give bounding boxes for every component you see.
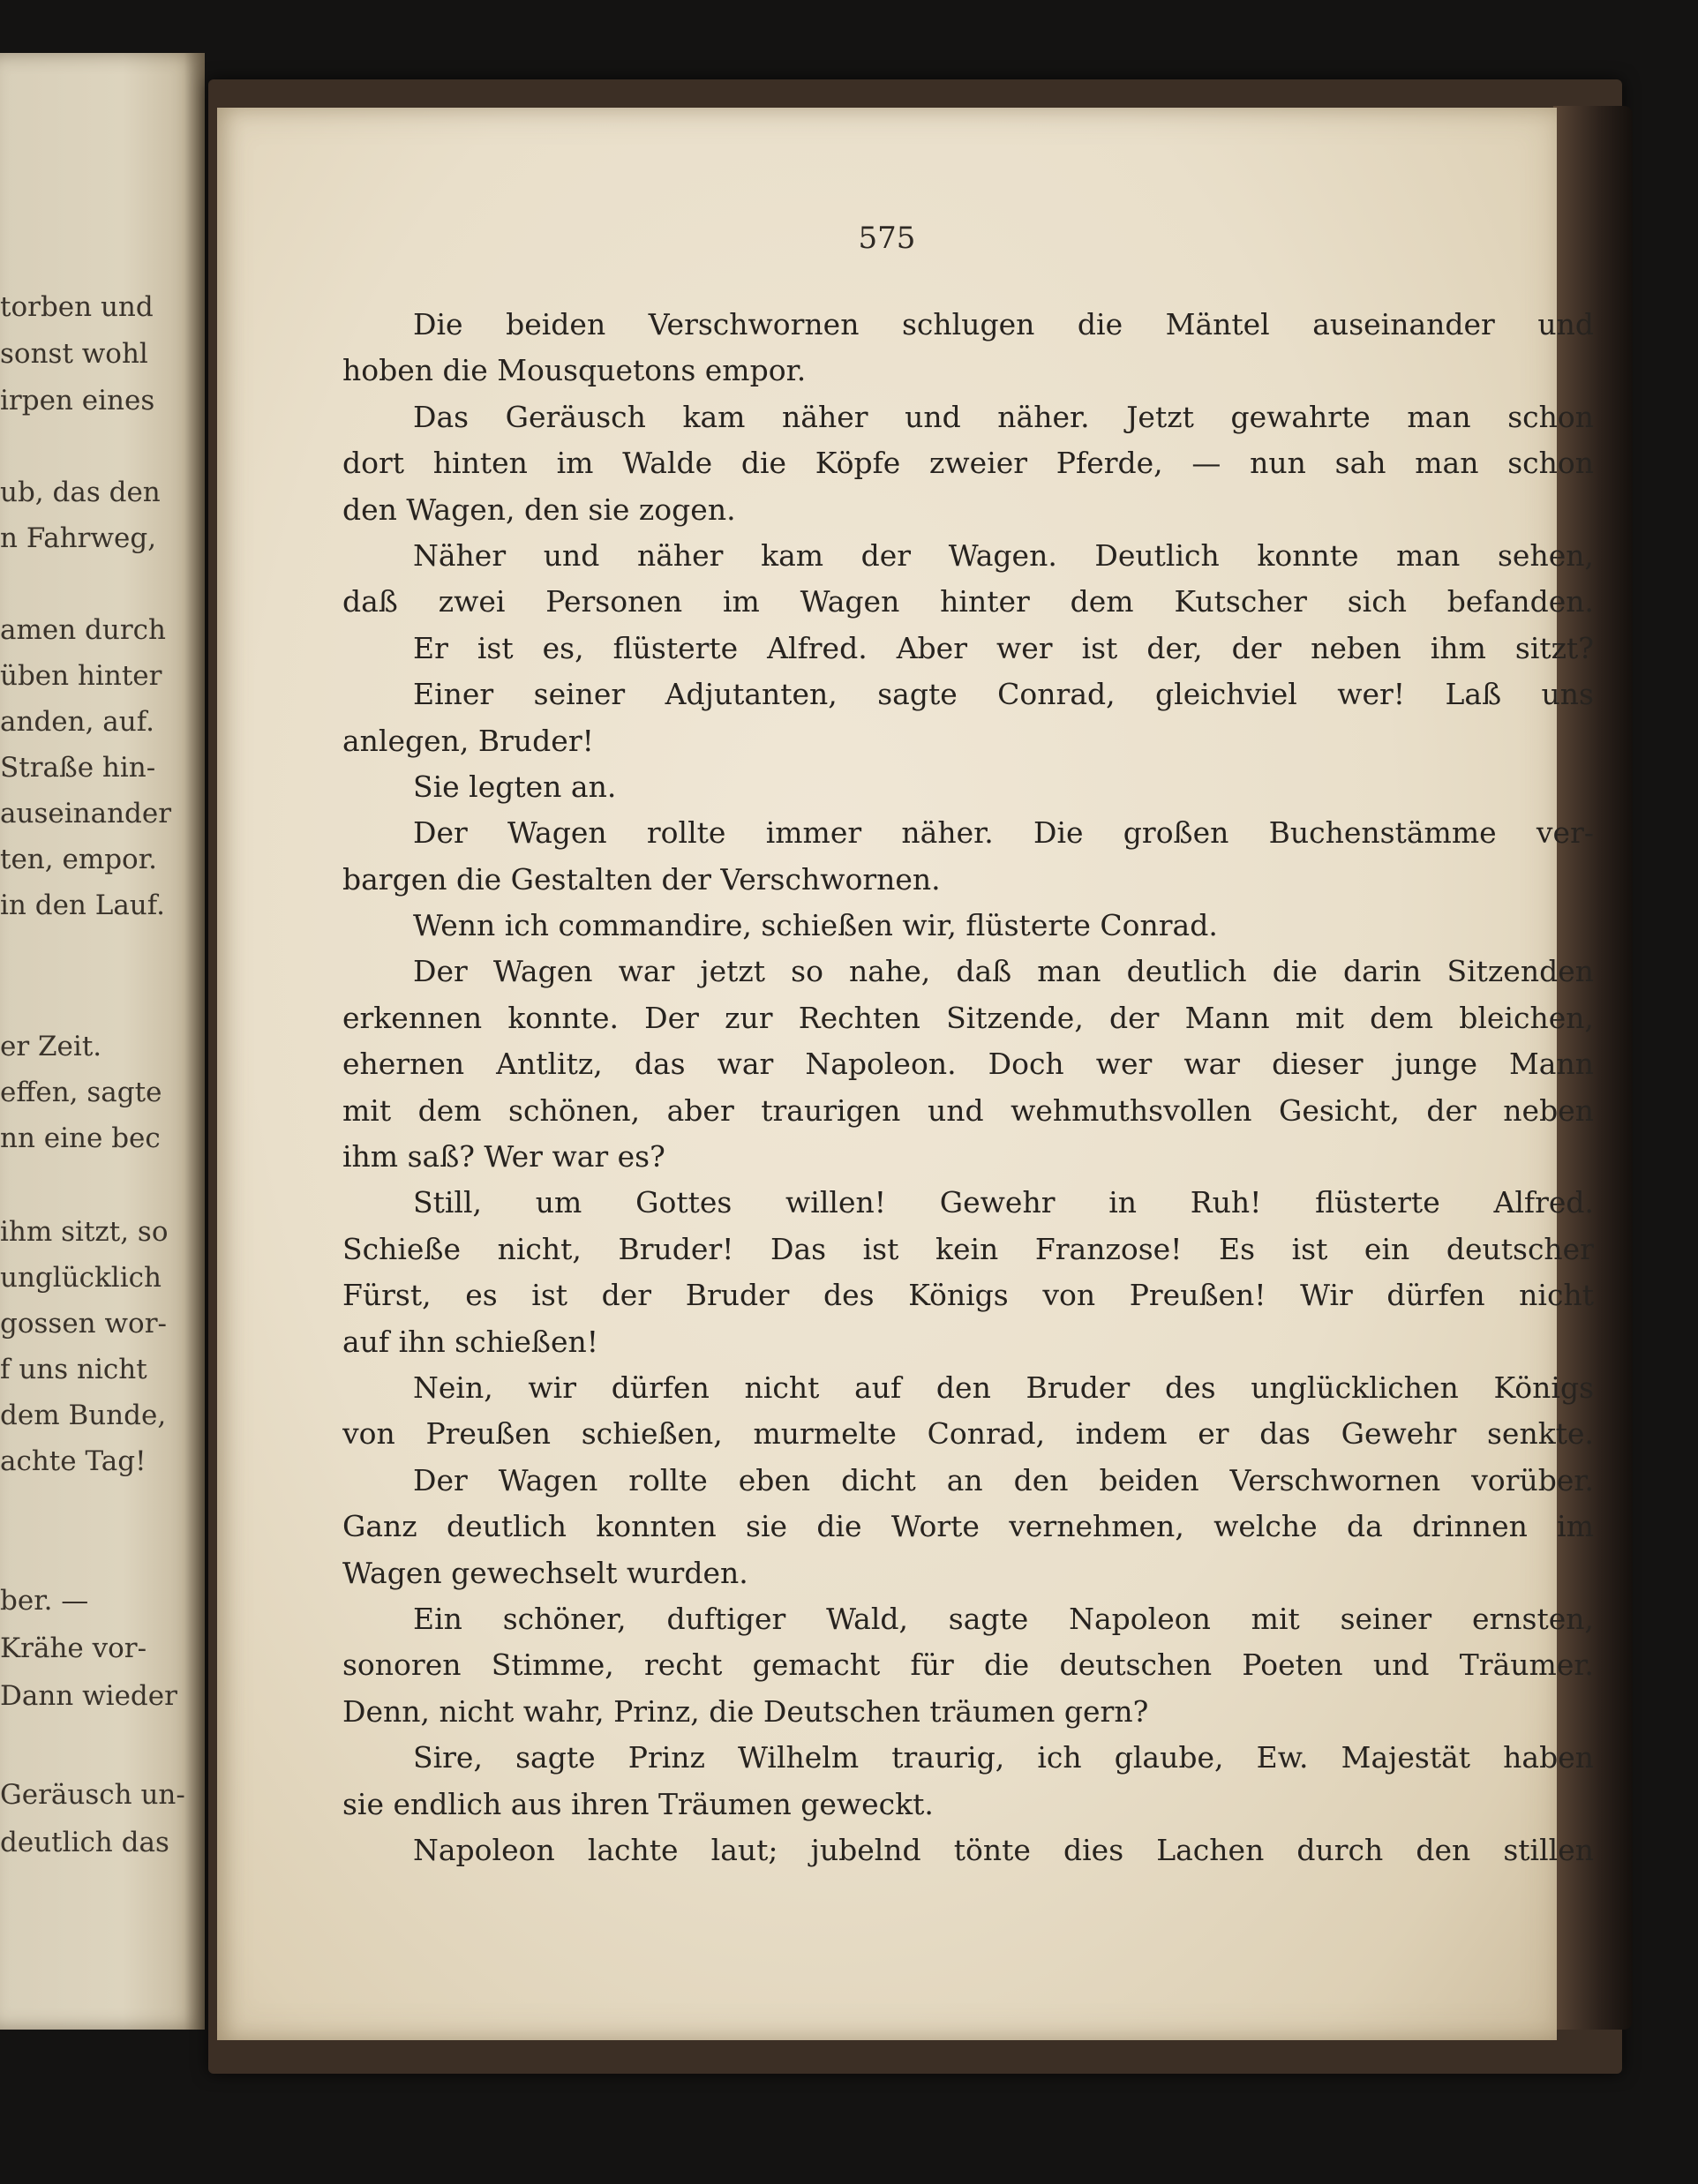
text-line: Der Wagen war jetzt so nahe, daß man deutlich die darin Sitzenden [413,954,1594,989]
left-fragment: ihm sitzt, so [0,1216,169,1248]
left-fragment: Geräusch un- [0,1779,185,1811]
text-line: den Wagen, den sie zogen. [342,492,736,527]
text-line: Nein, wir dürfen nicht auf den Bruder des unglücklichen Königs [413,1370,1594,1405]
left-fragment: n Fahrweg, [0,522,157,554]
text-line: Ein schöner, duftiger Wald, sagte Napoleon mit seiner ernsten, [413,1601,1594,1636]
body-text [342,302,1594,1873]
text-line: Einer seiner Adjutanten, sagte Conrad, gleichviel wer! Laß uns [413,677,1594,712]
left-fragment: irpen eines [0,385,155,417]
text-line: Napoleon lachte laut; jubelnd tönte dies Lachen durch den stillen [413,1832,1594,1867]
text-line: sonoren Stimme, recht gemacht für die deutschen Poeten und Träumer. [342,1647,1594,1683]
left-fragment: Dann wieder [0,1680,177,1712]
text-line: Ganz deutlich konnten sie die Worte vernehmen, welche da drinnen im [342,1509,1594,1544]
left-fragment: anden, auf. [0,706,154,738]
text-line: Die beiden Verschwornen schlugen die Mäntel auseinander und [413,307,1594,341]
left-fragment: in den Lauf. [0,889,165,921]
left-fragment: effen, sagte [0,1077,162,1108]
left-fragment: amen durch [0,614,166,646]
left-page [0,53,205,2030]
left-fragment: ten, empor. [0,844,157,875]
text-line: Denn, nicht wahr, Prinz, die Deutschen träumen gern? [342,1693,1149,1729]
text-line: Still, um Gottes willen! Gewehr in Ruh! flüsterte Alfred. [413,1185,1594,1220]
text-line: erkennen konnte. Der zur Rechten Sitzende, der Mann mit dem bleichen, [342,1000,1594,1035]
text-line: ihm saß? Wer war es? [342,1139,665,1175]
left-fragment: ber. — [0,1585,89,1617]
left-fragment: nn eine bec [0,1122,161,1154]
text-line: daß zwei Personen im Wagen hinter dem Kutscher sich befanden. [342,584,1594,619]
left-fragment: ub, das den [0,477,161,508]
left-fragment: achte Tag! [0,1445,147,1477]
text-line: Schieße nicht, Bruder! Das ist kein Franzose! Es ist ein deutscher [342,1231,1594,1266]
left-fragment: deutlich das [0,1827,169,1858]
text-line: Wagen gewechselt wurden. [342,1555,748,1590]
page-number: 575 [858,221,916,256]
text-line: Das Geräusch kam näher und näher. Jetzt gewahrte man schon [413,399,1594,434]
left-fragment: sonst wohl [0,338,148,370]
left-fragment: torben und [0,291,154,323]
text-line: bargen die Gestalten der Verschwornen. [342,861,941,897]
text-line: sie endlich aus ihren Träumen geweckt. [342,1786,934,1821]
text-line: anlegen, Bruder! [342,723,594,758]
text-line: Der Wagen rollte immer näher. Die großen Buchenstämme ver- [413,815,1594,851]
text-line: Sie legten an. [413,769,617,804]
left-fragment: er Zeit. [0,1031,102,1062]
left-fragment: auseinander [0,798,172,829]
text-line: Näher und näher kam der Wagen. Deutlich konnte man sehen, [413,537,1594,573]
text-line: hoben die Mousquetons empor. [342,353,807,388]
left-fragment: f uns nicht [0,1354,147,1385]
text-line: dort hinten im Walde die Köpfe zweier Pferde, — nun sah man schon [342,446,1594,481]
text-line: Sire, sagte Prinz Wilhelm traurig, ich glaube, Ew. Majestät haben [413,1740,1594,1775]
left-fragment: Krähe vor- [0,1632,147,1664]
text-line: Er ist es, flüsterte Alfred. Aber wer ist der, der neben ihm sitzt? [413,630,1594,665]
text-line: mit dem schönen, aber traurigen und wehmuthsvollen Gesicht, der neben [342,1092,1594,1128]
text-line: Der Wagen rollte eben dicht an den beiden Verschwornen vorüber. [413,1462,1594,1497]
left-fragment: dem Bunde, [0,1400,167,1431]
text-line: Wenn ich commandire, schießen wir, flüsterte Conrad. [413,908,1218,943]
text-line: ehernen Antlitz, das war Napoleon. Doch wer war dieser junge Mann [342,1047,1594,1082]
text-line: von Preußen schießen, murmelte Conrad, indem er das Gewehr senkte. [342,1416,1594,1452]
text-line: auf ihn schießen! [342,1324,599,1359]
left-fragment: unglücklich [0,1262,162,1294]
right-page [217,108,1594,2040]
left-fragment: gossen wor- [0,1308,167,1340]
left-fragment: Straße hin- [0,752,156,784]
text-line: Fürst, es ist der Bruder des Königs von Preußen! Wir dürfen nicht [342,1278,1594,1313]
left-fragment: üben hinter [0,660,162,692]
